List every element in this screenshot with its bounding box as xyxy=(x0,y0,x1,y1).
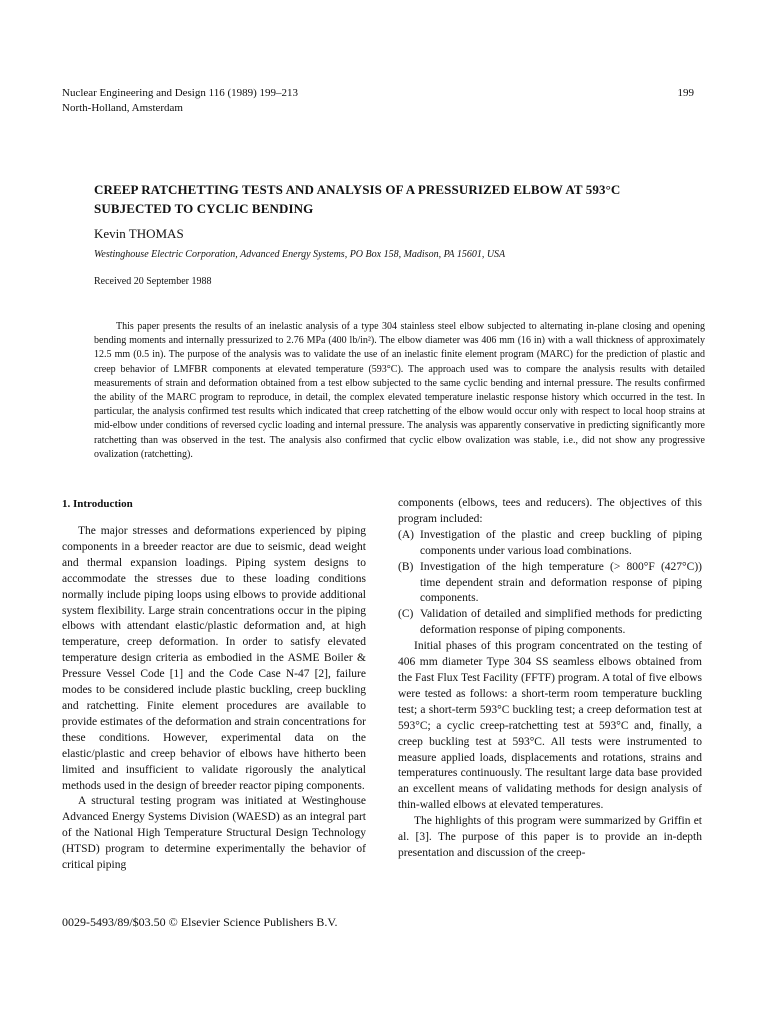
received-date: Received 20 September 1988 xyxy=(94,276,212,287)
author-affiliation: Westinghouse Electric Corporation, Advanced Energy Systems, PO Box 158, Madison, PA 15601, USA xyxy=(94,249,506,260)
intro-paragraph-2: A structural testing program was initiated at Westinghouse Advanced Energy Systems Division (WAESD) as an integral part of the National High Temperature Structural Design Technology (HTSD) program to determine experimentally the behavior of critical piping xyxy=(62,795,366,872)
right-column xyxy=(398,496,702,862)
author-name: Kevin THOMAS xyxy=(94,226,184,241)
list-marker: (B) xyxy=(398,560,414,573)
abstract: This paper presents the results of an inelastic analysis of a type 304 stainless steel elbow subjected to alternating in-plane closing and opening bending moments and internally pressurized to 2.76 MPa (400 lb/in²). The elbow diameter was 406 mm (16 in) with a wall thickness of approximately 12.5 mm (0.5 in). The purpose of the analysis was to validate the use of an inelastic finite element program (MARC) for the prediction of plastic and creep behavior of LMFBR components at elevated temperature (593°C). The approach used was to compare the analysis results with detailed measurements of strain and deformation obtained from a test elbow subjected to the same cyclic bending and internal pressure. The results confirmed the ability of the MARC program to reproduce, in detail, the complex elevated temperature inelastic response history which occurred in the test. In particular, the analysis confirmed test results which indicated that creep ratchetting of the elbow would occur only with respect to local hoop strains at mid-elbow under conditions of reversed cyclic loading and internal pressure. The analysis was apparently conservative in predicting significantly more ratchetting than was observed in the test. The analysis also confirmed that cyclic elbow ovalization was stable, i.e., did not show any progressive ovalization (ratchetting). xyxy=(94,321,705,460)
left-column xyxy=(62,496,366,874)
program-paragraph: Initial phases of this program concentrated on the testing of 406 mm diameter Type 304 SS seamless elbows obtained from the Fast Flux Test Facility (FFTF) program. A total of five elbows were tested as follows: a short-term room temperature buckling test; a short-term 593°C buckling test; a creep deformation test at 593°C; a cyclic creep-ratchetting test at 593°C and, finally, a creep buckling test at 593°C. All tests were instrumented to measure applied loads, displacements and rotations, strains and temperatures continuously. The resultant large data base provided an excellent means of validating methods for design analysis of thin-walled elbows at elevated temperatures. xyxy=(398,640,702,812)
list-item-text: Investigation of the plastic and creep buckling of piping components under various load combinations. xyxy=(420,528,702,557)
intro-paragraph-1: The major stresses and deformations experienced by piping components in a breeder reactor are due to seismic, dead weight and thermal expansion loadings. Piping system designs to accommodate the stresses due to these loading conditions normally include piping loops using elbows to provide additional system flexibility. Large strain concentrations occur in the piping elbows with attendant elastic/plastic deformation and, at high temperature, creep deformation. In order to satisfy elevated temperature design criteria as embodied in the ASME Boiler & Pressure Vessel Code [1] and the Code Case N-47 [2], failure modes to be considered include plastic buckling, creep buckling and ratchetting. Finite element procedures are available to provide estimates of the deformation and strain concentrations for these conditions. However, experimental data on the elastic/plastic and creep behavior of elbows have hitherto been limited and insufficient to validate rigorously the analytical methods used in the design of breeder reactor piping components. xyxy=(62,525,366,792)
journal-line-2: North-Holland, Amsterdam xyxy=(62,102,183,114)
list-item-text: Investigation of the high temperature (> 800°F (427°C)) time dependent strain and deformation response of piping components. xyxy=(420,560,702,605)
journal-citation xyxy=(62,86,298,116)
section-heading: 1. Introduction xyxy=(62,498,133,510)
title-line-1: CREEP RATCHETTING TESTS AND ANALYSIS OF A PRESSURIZED ELBOW AT 593°C xyxy=(94,182,621,197)
list-item xyxy=(398,528,702,560)
list-marker: (A) xyxy=(398,528,414,541)
list-item xyxy=(398,607,702,639)
copyright-footer: 0029-5493/89/$03.50 © Elsevier Science Publishers B.V. xyxy=(62,915,338,929)
highlights-paragraph: The highlights of this program were summarized by Griffin et al. [3]. The purpose of this paper is to provide an in-depth presentation and discussion of the creep- xyxy=(398,815,702,859)
list-item xyxy=(398,560,702,608)
article-title xyxy=(94,180,714,218)
objectives-intro: components (elbows, tees and reducers). The objectives of this program included: xyxy=(398,497,702,525)
list-marker: (C) xyxy=(398,608,414,621)
page-number: 199 xyxy=(677,87,694,99)
list-item-text: Validation of detailed and simplified methods for predicting deformation response of piping components. xyxy=(420,608,702,637)
journal-line-1: Nuclear Engineering and Design 116 (1989) 199–213 xyxy=(62,87,299,99)
title-line-2: SUBJECTED TO CYCLIC BENDING xyxy=(94,201,314,216)
